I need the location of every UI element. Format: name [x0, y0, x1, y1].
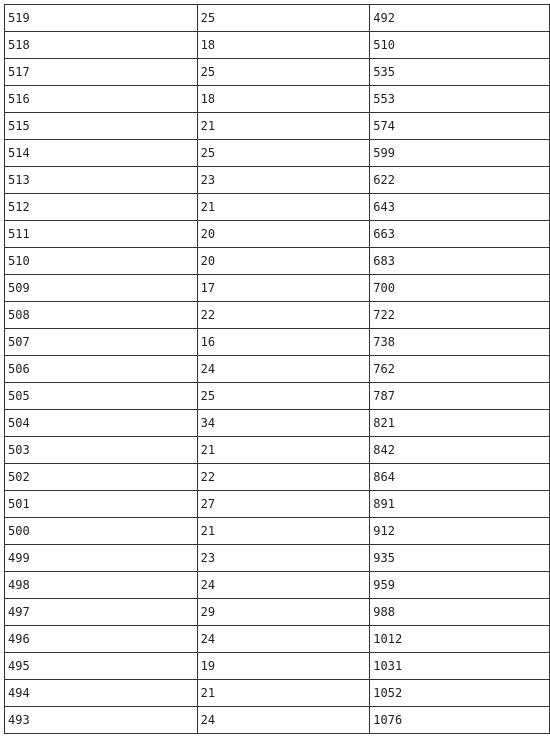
cumulative-cell: 988 — [370, 599, 550, 626]
score-cell: 518 — [5, 32, 198, 59]
count-cell: 21 — [197, 194, 370, 221]
score-cell: 506 — [5, 356, 198, 383]
cumulative-cell: 762 — [370, 356, 550, 383]
table-row — [5, 194, 550, 221]
score-cell: 502 — [5, 464, 198, 491]
table-row — [5, 518, 550, 545]
count-cell: 34 — [197, 410, 370, 437]
cumulative-cell: 535 — [370, 59, 550, 86]
count-cell: 20 — [197, 221, 370, 248]
score-cell: 503 — [5, 437, 198, 464]
cumulative-cell: 1031 — [370, 653, 550, 680]
score-cell: 493 — [5, 707, 198, 734]
count-cell: 25 — [197, 383, 370, 410]
score-cell: 516 — [5, 86, 198, 113]
table-row — [5, 599, 550, 626]
count-cell: 25 — [197, 5, 370, 32]
cumulative-cell: 643 — [370, 194, 550, 221]
score-cell: 504 — [5, 410, 198, 437]
table-row — [5, 302, 550, 329]
table-row — [5, 248, 550, 275]
cumulative-cell: 663 — [370, 221, 550, 248]
score-cell: 507 — [5, 329, 198, 356]
score-cell: 510 — [5, 248, 198, 275]
table-row — [5, 572, 550, 599]
cumulative-cell: 510 — [370, 32, 550, 59]
count-cell: 18 — [197, 32, 370, 59]
score-cell: 496 — [5, 626, 198, 653]
table-row — [5, 167, 550, 194]
cumulative-cell: 738 — [370, 329, 550, 356]
score-cell: 498 — [5, 572, 198, 599]
count-cell: 22 — [197, 302, 370, 329]
cumulative-cell: 683 — [370, 248, 550, 275]
cumulative-cell: 622 — [370, 167, 550, 194]
cumulative-cell: 492 — [370, 5, 550, 32]
count-cell: 21 — [197, 518, 370, 545]
score-cell: 515 — [5, 113, 198, 140]
score-table — [4, 4, 550, 734]
table-row — [5, 680, 550, 707]
count-cell: 24 — [197, 626, 370, 653]
cumulative-cell: 553 — [370, 86, 550, 113]
cumulative-cell: 935 — [370, 545, 550, 572]
count-cell: 22 — [197, 464, 370, 491]
table-row — [5, 626, 550, 653]
table-row — [5, 275, 550, 302]
count-cell: 24 — [197, 572, 370, 599]
table-body — [5, 5, 550, 734]
count-cell: 25 — [197, 140, 370, 167]
score-cell: 514 — [5, 140, 198, 167]
table-row — [5, 329, 550, 356]
score-cell: 500 — [5, 518, 198, 545]
cumulative-cell: 787 — [370, 383, 550, 410]
count-cell: 25 — [197, 59, 370, 86]
cumulative-cell: 1076 — [370, 707, 550, 734]
count-cell: 23 — [197, 167, 370, 194]
cumulative-cell: 821 — [370, 410, 550, 437]
count-cell: 21 — [197, 437, 370, 464]
cumulative-cell: 912 — [370, 518, 550, 545]
score-cell: 495 — [5, 653, 198, 680]
count-cell: 27 — [197, 491, 370, 518]
table-row — [5, 5, 550, 32]
score-cell: 494 — [5, 680, 198, 707]
cumulative-cell: 959 — [370, 572, 550, 599]
table-row — [5, 356, 550, 383]
table-row — [5, 545, 550, 572]
cumulative-cell: 722 — [370, 302, 550, 329]
table-row — [5, 32, 550, 59]
cumulative-cell: 599 — [370, 140, 550, 167]
table-row — [5, 491, 550, 518]
table-row — [5, 221, 550, 248]
cumulative-cell: 891 — [370, 491, 550, 518]
score-cell: 497 — [5, 599, 198, 626]
count-cell: 24 — [197, 356, 370, 383]
score-cell: 505 — [5, 383, 198, 410]
cumulative-cell: 700 — [370, 275, 550, 302]
score-cell: 508 — [5, 302, 198, 329]
count-cell: 18 — [197, 86, 370, 113]
count-cell: 16 — [197, 329, 370, 356]
count-cell: 24 — [197, 707, 370, 734]
count-cell: 23 — [197, 545, 370, 572]
cumulative-cell: 864 — [370, 464, 550, 491]
score-cell: 499 — [5, 545, 198, 572]
cumulative-cell: 1012 — [370, 626, 550, 653]
table-row — [5, 464, 550, 491]
count-cell: 29 — [197, 599, 370, 626]
cumulative-cell: 842 — [370, 437, 550, 464]
table-row — [5, 707, 550, 734]
table-row — [5, 140, 550, 167]
table-row — [5, 86, 550, 113]
table-row — [5, 410, 550, 437]
score-cell: 511 — [5, 221, 198, 248]
table-row — [5, 383, 550, 410]
table-row — [5, 653, 550, 680]
score-cell: 512 — [5, 194, 198, 221]
count-cell: 19 — [197, 653, 370, 680]
score-cell: 501 — [5, 491, 198, 518]
count-cell: 21 — [197, 113, 370, 140]
table-row — [5, 59, 550, 86]
table-row — [5, 437, 550, 464]
cumulative-cell: 574 — [370, 113, 550, 140]
score-cell: 509 — [5, 275, 198, 302]
score-cell: 513 — [5, 167, 198, 194]
count-cell: 17 — [197, 275, 370, 302]
score-cell: 519 — [5, 5, 198, 32]
count-cell: 20 — [197, 248, 370, 275]
count-cell: 21 — [197, 680, 370, 707]
score-cell: 517 — [5, 59, 198, 86]
table-row — [5, 113, 550, 140]
cumulative-cell: 1052 — [370, 680, 550, 707]
